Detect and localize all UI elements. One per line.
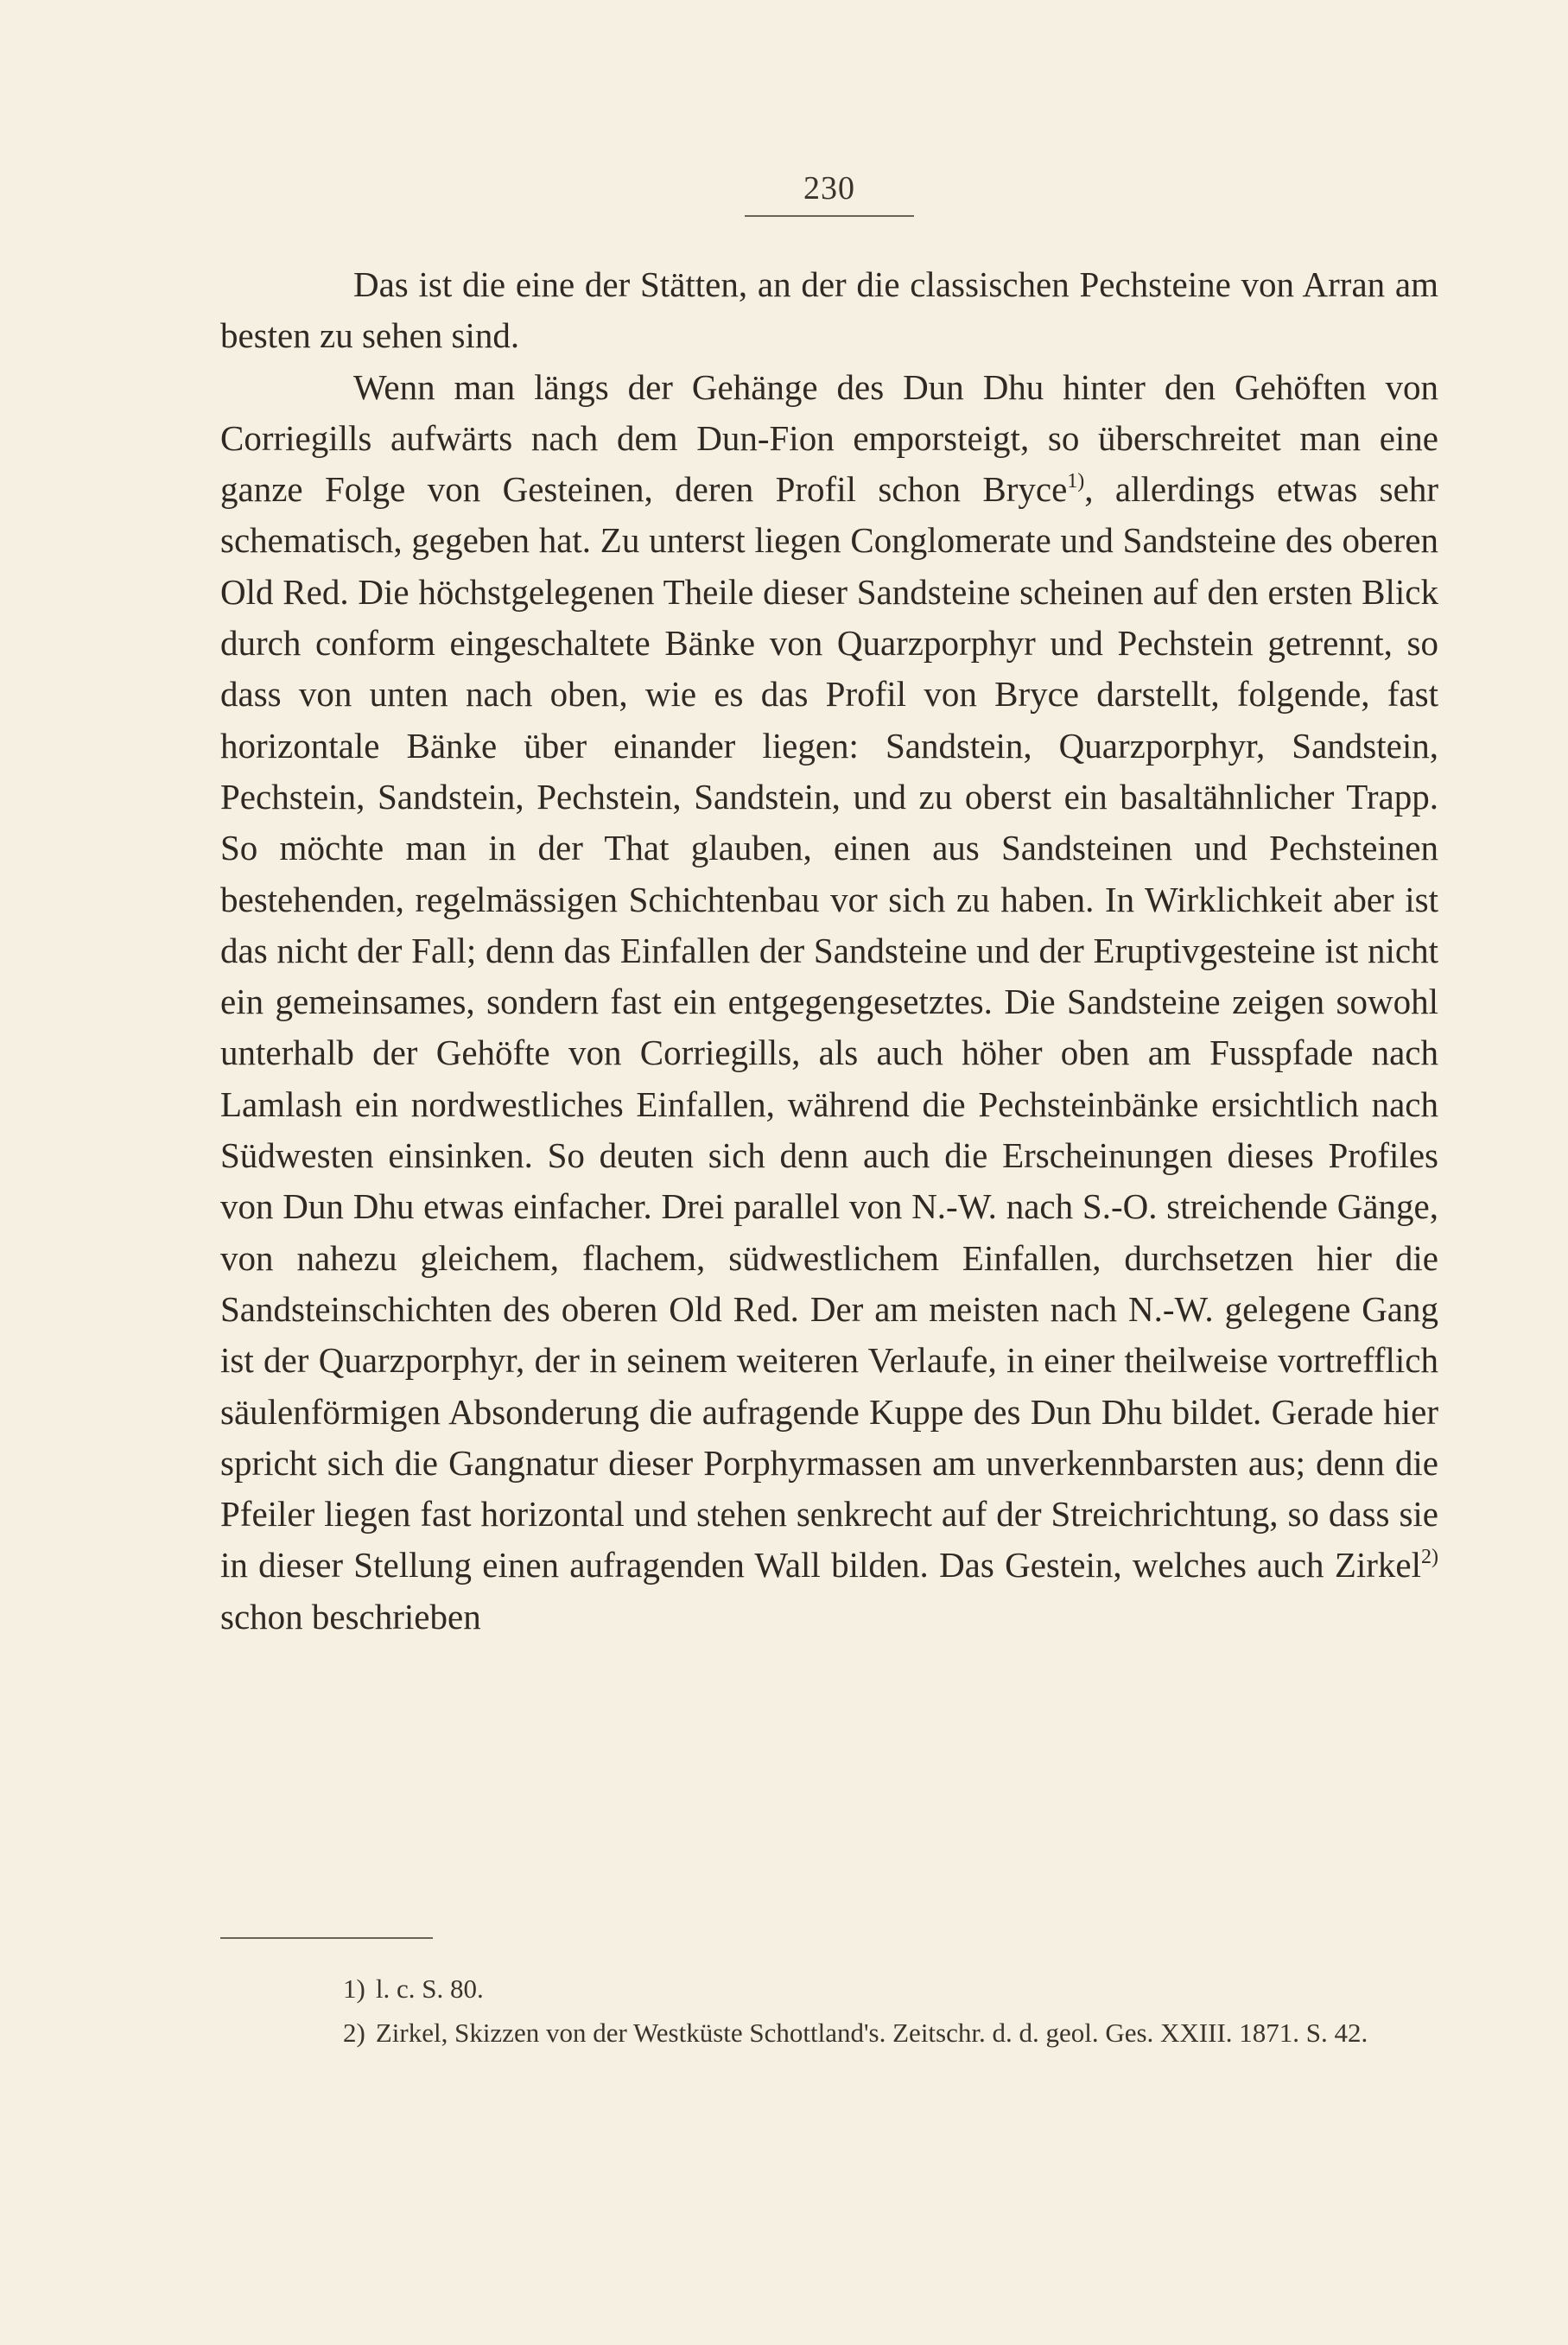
- footnote-1-text: l. c. S. 80.: [375, 1973, 484, 2004]
- paragraph-2: Wenn man längs der Gehänge des Dun Dhu hinter den Gehöften von Corriegills aufwärts nach dem Dun-Fion emporsteigt, so überschreitet man eine ganze Folge von Gesteinen, deren Profil schon Bryce$^{1)}$, allerdings etwas sehr schematisch, gegeben hat. Zu unterst liegen Conglomerate und Sandsteine des oberen Old Red. Die höchstgelegenen Theile dieser Sandsteine scheinen auf den ersten Blick durch conform eingeschaltete Bänke von Quarzporphyr und Pechstein getrennt, so dass von unten nach oben, wie es das Profil von Bryce darstellt, folgende, fast horizontale Bänke über einander liegen: Sandstein, Quarzporphyr, Sandstein, Pechstein, Sandstein, Pechstein, Sandstein, und zu oberst ein basaltähnlicher Trapp. So möchte man in der That glauben, einen aus Sandsteinen und Pechsteinen bestehenden, regelmässigen Schichtenbau vor sich zu haben. In Wirklichkeit aber ist das nicht der Fall; denn das Einfallen der Sandsteine und der Eruptivgesteine ist nicht ein gemeinsames, sondern fast ein entgegengesetztes. Die Sandsteine zeigen sowohl unterhalb der Gehöfte von Corriegills, als auch höher oben am Fusspfade nach Lamlash ein nordwestliches Einfallen, während die Pechsteinbänke ersichtlich nach Südwesten einsinken. So deuten sich denn auch die Erscheinungen dieses Profiles von Dun Dhu etwas einfacher. Drei parallel von N.-W. nach S.-O. streichende Gänge, von nahezu gleichem, flachem, südwestlichem Einfallen, durchsetzen hier die Sandsteinschichten des oberen Old Red. Der am meisten nach N.-W. gelegene Gang ist der Quarzporphyr, der in seinem weiteren Verlaufe, in einer theilweise vortrefflich säulenförmigen Absonderung die aufragende Kuppe des Dun Dhu bildet. Gerade hier spricht sich die Gangnatur dieser Porphyrmassen am unverkennbarsten aus; denn die Pfeiler liegen fast horizontal und stehen senkrecht auf der Streichrichtung, so dass sie in dieser Stellung einen aufragenden Wall bilden. Das Gestein, welches auch Zirkel$^{2)}$ schon beschrieben: [220, 366, 1438, 1636]
- footnotes: [220, 1967, 1438, 2055]
- page-number: 230: [803, 170, 855, 207]
- footnote-reference-2: 2): [1421, 1546, 1438, 1569]
- footnote-reference-1: 1): [1067, 470, 1085, 493]
- paragraph-2-part-1: Wenn man längs der Gehänge des Dun Dhu hinter den Gehöften von Corriegills aufwärts nach dem Dun-Fion emporsteigt, so überschreitet man eine ganze Folge von Gesteinen, deren Profil schon Bryce: [220, 366, 1438, 510]
- footnote-2: [220, 2011, 1438, 2055]
- paragraph-2-part-2: allerdings etwas sehr schematisch, gegeben hat. Zu unterst liegen Conglomerate und Sandsteine des oberen Old Red. Die höchstgelegenen Theile dieser Sandsteine scheinen auf den ersten Blick durch conform eingeschaltete Bänke von Quarzporphyr und Pechstein getrennt, so dass von unten nach oben, wie es das Profil von Bryce darstellt, folgende, fast horizontale Bänke über einander liegen: Sandstein, Quarzporphyr, Sandstein, Pechstein, Sandstein, Pechstein, Sandstein, und zu oberst ein basaltähnlicher Trapp. So möchte man in der That glauben, einen aus Sandsteinen und Pechsteinen bestehenden, regelmässigen Schichtenbau vor sich zu haben. In Wirklichkeit aber ist das nicht der Fall; denn das Einfallen der Sandsteine und der Eruptivgesteine ist nicht ein gemeinsames, sondern fast ein entgegengesetztes. Die Sandsteine zeigen sowohl unterhalb der Gehöfte von Corriegills, als auch höher oben am Fusspfade nach Lamlash ein nordwestliches Einfallen, während die Pechsteinbänke ersichtlich nach Südwesten einsinken. So deuten sich denn auch die Erscheinungen dieses Profiles von Dun Dhu etwas einfacher. Drei parallel von N.-W. nach S.-O. streichende Gänge, von nahezu gleichem, flachem, südwestlichem Einfallen, durchsetzen hier die Sandsteinschichten des oberen Old Red. Der am meisten nach N.-W. gelegene Gang ist der Quarzporphyr, der in seinem weiteren Verlaufe, in einer theilweise vortrefflich säulenförmigen Absonderung die aufragende Kuppe des Dun Dhu bildet. Gerade hier spricht sich die Gangnatur dieser Porphyrmassen am unverkennbarsten aus; denn die Pfeiler liegen fast horizontal und stehen senkrecht auf der Streichrichtung, so dass sie in dieser Stellung einen aufragenden Wall bilden. Das Gestein, welches auch Zirkel: [220, 469, 1438, 1586]
- paragraph-2-part-3: schon beschrieben: [220, 1596, 481, 1636]
- footnote-2-number: 2): [343, 2018, 365, 2048]
- page-number-rule: [745, 215, 914, 217]
- footnote-1: [220, 1967, 1438, 2011]
- footnote-1-number: 1): [343, 1973, 365, 2004]
- body-text: [220, 259, 1438, 1643]
- footnote-2-text: Zirkel, Skizzen von der Westküste Schottland's. Zeitschr. d. d. geol. Ges. XXIII. 1871. S. 42.: [375, 2018, 1368, 2048]
- footnote-rule: [220, 1937, 433, 1939]
- paragraph-1: Das ist die eine der Stätten, an der die classischen Pechsteine von Arran am besten zu sehen sind.: [220, 264, 1438, 356]
